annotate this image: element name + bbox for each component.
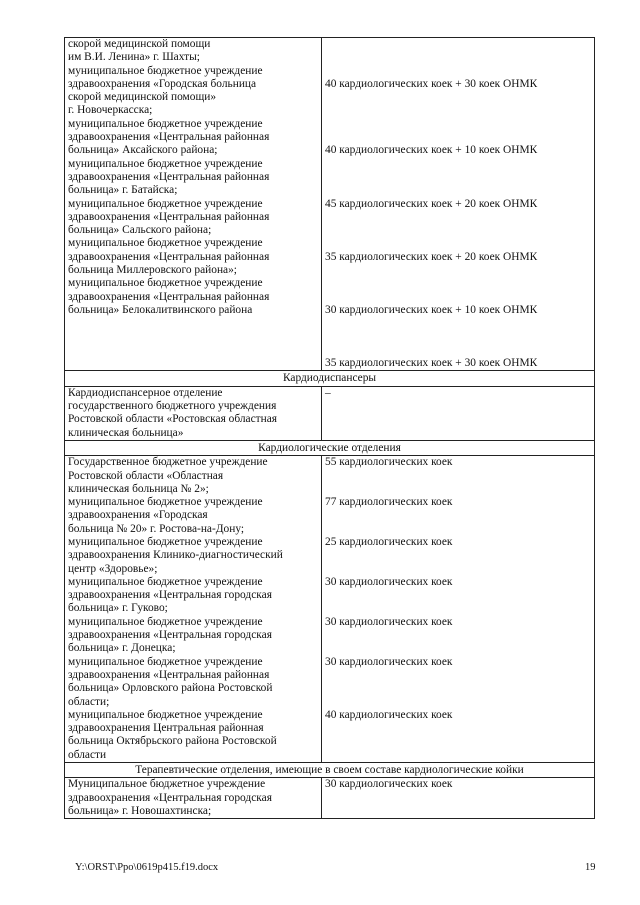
- table-row: [65, 38, 595, 371]
- institution-line: области;: [68, 695, 110, 708]
- institution-line: им В.И. Ленина» г. Шахты;: [68, 51, 200, 64]
- institution-line: больница» г. Новошахтинска;: [68, 804, 212, 817]
- institution-line: здравоохранения Центральная районная: [68, 722, 264, 735]
- section-row: [65, 371, 595, 386]
- institution-line: клиническая больница № 2»;: [68, 482, 209, 495]
- institution-line: г. Новочеркасска;: [68, 104, 153, 117]
- institutions-cell: [65, 38, 322, 371]
- institution-line: больница № 20» г. Ростова-на-Дону;: [68, 522, 245, 535]
- institution-line: больница» Сальского района;: [68, 224, 212, 237]
- table-row: [65, 386, 595, 440]
- institution-line: скорой медицинской помощи»: [68, 91, 217, 104]
- institution-line: Кардиодиспансерное отделение: [68, 386, 223, 399]
- institution-line: центр «Здоровье»;: [68, 562, 158, 575]
- beds-value: 40 кардиологических коек: [325, 708, 453, 721]
- beds-value: 40 кардиологических коек + 30 коек ОНМК: [325, 77, 538, 90]
- institution-line: муниципальное бюджетное учреждение: [68, 117, 263, 130]
- institution-line: больница Миллеровского района»;: [68, 264, 237, 277]
- institution-line: больница» г. Донецка;: [68, 642, 176, 655]
- page-number: 19: [585, 862, 596, 873]
- institution-line: муниципальное бюджетное учреждение: [68, 237, 263, 250]
- institutions-cell: [65, 778, 322, 819]
- beds-value: –: [325, 386, 331, 399]
- institution-line: здравоохранения «Городская больница: [68, 77, 257, 90]
- institution-line: больница» Орловского района Ростовской: [68, 682, 273, 695]
- institution-line: Ростовской области «Областная: [68, 469, 224, 482]
- beds-value: 30 кардиологических коек: [325, 575, 453, 588]
- institution-line: Муниципальное бюджетное учреждение: [68, 778, 266, 791]
- section-heading: Кардиологические отделения: [65, 440, 595, 455]
- section-heading: Кардиодиспансеры: [65, 371, 595, 386]
- institution-line: больница» Аксайского района;: [68, 144, 218, 157]
- institution-line: области: [68, 748, 107, 761]
- beds-value: 35 кардиологических коек + 20 коек ОНМК: [325, 250, 538, 263]
- institutions-cell: [65, 386, 322, 440]
- beds-value: 30 кардиологических коек + 10 коек ОНМК: [325, 303, 538, 316]
- facilities-table: [64, 37, 595, 819]
- institution-line: здравоохранения «Центральная городская: [68, 629, 272, 642]
- beds-cell: [322, 38, 595, 371]
- institution-line: муниципальное бюджетное учреждение: [68, 708, 263, 721]
- table-row: [65, 456, 595, 763]
- institution-line: государственного бюджетного учреждения: [68, 400, 277, 413]
- beds-cell: [322, 778, 595, 819]
- institution-line: больница» г. Гуково;: [68, 602, 168, 615]
- institution-line: муниципальное бюджетное учреждение: [68, 277, 263, 290]
- footer-file-path: Y:\ORST\Ppo\0619p415.f19.docx: [75, 862, 219, 873]
- institutions-cell: [65, 456, 322, 763]
- institution-line: здравоохранения «Центральная районная: [68, 131, 270, 144]
- beds-cell: [322, 386, 595, 440]
- section-row: [65, 763, 595, 778]
- institution-line: здравоохранения «Центральная районная: [68, 170, 270, 183]
- beds-cell: [322, 456, 595, 763]
- institution-line: здравоохранения «Центральная городская: [68, 791, 272, 804]
- institution-line: здравоохранения Клинико-диагностический: [68, 549, 283, 562]
- section-heading: Терапевтические отделения, имеющие в своем составе кардиологические койки: [65, 763, 595, 778]
- institution-line: здравоохранения «Городская: [68, 509, 208, 522]
- beds-value: 30 кардиологических коек: [325, 778, 453, 791]
- institution-line: здравоохранения «Центральная районная: [68, 290, 270, 303]
- institution-line: здравоохранения «Центральная районная: [68, 210, 270, 223]
- institution-line: муниципальное бюджетное учреждение: [68, 655, 263, 668]
- beds-value: 55 кардиологических коек: [325, 456, 453, 469]
- institution-line: муниципальное бюджетное учреждение: [68, 496, 263, 509]
- institution-line: муниципальное бюджетное учреждение: [68, 615, 263, 628]
- institution-line: клиническая больница»: [68, 426, 184, 439]
- institution-line: больница Октябрьского района Ростовской: [68, 735, 277, 748]
- institution-line: Ростовской области «Ростовская областная: [68, 413, 278, 426]
- institution-line: здравоохранения «Центральная районная: [68, 668, 270, 681]
- institution-line: муниципальное бюджетное учреждение: [68, 575, 263, 588]
- beds-value: 45 кардиологических коек + 20 коек ОНМК: [325, 197, 538, 210]
- beds-value: 35 кардиологических коек + 30 коек ОНМК: [325, 357, 538, 370]
- beds-value: 25 кардиологических коек: [325, 535, 453, 548]
- beds-value: 30 кардиологических коек: [325, 615, 453, 628]
- section-row: [65, 440, 595, 455]
- institution-line: муниципальное бюджетное учреждение: [68, 197, 263, 210]
- institution-line: Государственное бюджетное учреждение: [68, 456, 268, 469]
- institution-line: муниципальное бюджетное учреждение: [68, 64, 263, 77]
- beds-value: 30 кардиологических коек: [325, 655, 453, 668]
- institution-line: скорой медицинской помощи: [68, 38, 211, 50]
- institution-line: муниципальное бюджетное учреждение: [68, 535, 263, 548]
- institution-line: больница» Белокалитвинского района: [68, 303, 253, 316]
- beds-value: 40 кардиологических коек + 10 коек ОНМК: [325, 144, 538, 157]
- institution-line: здравоохранения «Центральная городская: [68, 589, 272, 602]
- institution-line: здравоохранения «Центральная районная: [68, 250, 270, 263]
- institution-line: больница» г. Батайска;: [68, 184, 178, 197]
- table-row: [65, 778, 595, 819]
- beds-value: 77 кардиологических коек: [325, 496, 453, 509]
- institution-line: муниципальное бюджетное учреждение: [68, 157, 263, 170]
